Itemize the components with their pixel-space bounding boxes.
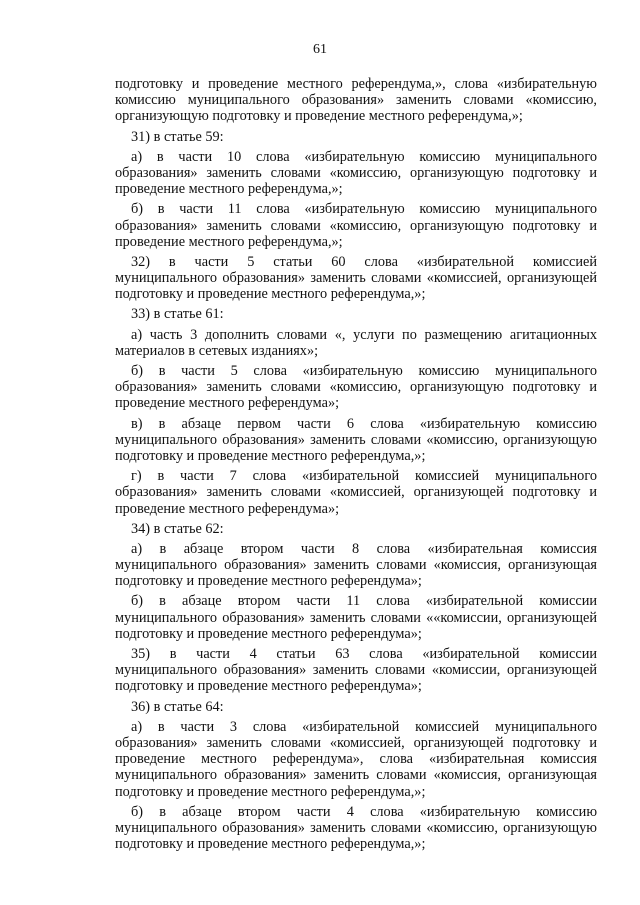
text-line: в) в абзаце первом части 6 слова «избирательную комиссию	[131, 415, 597, 432]
text-line: подготовку и проведение местного референдума»;	[115, 678, 422, 695]
text-line: а) в части 3 слова «избирательной комиссией муниципального	[131, 718, 597, 735]
page-number: 61	[313, 42, 327, 57]
text-line: образования» заменить словами «комиссией, организующей подготовку и	[115, 484, 597, 501]
text-line: а) часть 3 дополнить словами «, услуги по размещению агитационных	[131, 326, 597, 343]
text-line: г) в части 7 слова «избирательной комиссией муниципального	[131, 468, 597, 485]
text-line: подготовку и проведение местного референдума,»;	[115, 836, 426, 853]
text-line: 34) в статье 62:	[131, 520, 224, 537]
text-line: комиссию муниципального образования» заменить словами «комиссию,	[115, 92, 597, 109]
text-line: а) в абзаце втором части 8 слова «избирательная комиссия	[131, 540, 597, 557]
text-line: проведение местного референдума,»;	[115, 181, 343, 198]
text-line: организующую подготовку и проведение местного референдума,»;	[115, 108, 523, 125]
text-line: подготовку и проведение местного референдума,», слова «избирательную	[115, 76, 597, 92]
text-line: муниципального образования» заменить словами «комиссией, организующей	[115, 270, 597, 287]
text-line: муниципального образования» заменить словами «комиссии, организующей	[115, 662, 597, 679]
text-line: образования» заменить словами «комиссию, организующую подготовку и	[115, 379, 597, 396]
text-line: проведение местного референдума»;	[115, 500, 340, 517]
text-line: б) в части 5 слова «избирательную комиссию муниципального	[131, 363, 597, 379]
text-line: подготовку и проведение местного референдума,»;	[115, 447, 426, 464]
text-line: подготовку и проведение местного референдума,»;	[115, 783, 426, 800]
text-line: образования» заменить словами «комиссией, организующей подготовку и	[115, 734, 597, 751]
text-line: муниципального образования» заменить словами «комиссия, организующая	[115, 557, 597, 574]
text-line: образования» заменить словами «комиссию, организующую подготовку и	[115, 164, 597, 181]
text-line: 36) в статье 64:	[131, 698, 224, 715]
text-line: муниципального образования» заменить словами «комиссию, организующую	[115, 819, 597, 836]
text-line: муниципального образования» заменить словами ««комиссии, организующей	[115, 609, 597, 626]
text-line: 33) в статье 61:	[131, 306, 224, 323]
text-line: б) в абзаце втором части 4 слова «избирательную комиссию	[131, 803, 597, 820]
text-line: 35) в части 4 статьи 63 слова «избирательной комиссии	[131, 646, 597, 662]
text-line: 32) в части 5 статьи 60 слова «избирательной комиссией	[131, 253, 597, 270]
text-line: проведение местного референдума», слова «избирательная комиссия	[115, 751, 597, 768]
text-line: подготовку и проведение местного референдума,»;	[115, 286, 426, 303]
text-line: подготовку и проведение местного референдума»;	[115, 625, 422, 642]
text-line: проведение местного референдума,»;	[115, 233, 343, 250]
text-line: образования» заменить словами «комиссию, организующую подготовку и	[115, 217, 597, 234]
text-line: муниципального образования» заменить словами «комиссию, организующую	[115, 431, 597, 448]
document-body	[115, 76, 597, 852]
text-line: проведение местного референдума»;	[115, 395, 340, 412]
text-line: б) в абзаце втором части 11 слова «избирательной комиссии	[131, 593, 597, 610]
text-line: муниципального образования» заменить словами «комиссия, организующая	[115, 767, 597, 784]
text-line: а) в части 10 слова «избирательную комиссию муниципального	[131, 148, 597, 165]
text-line: подготовку и проведение местного референдума»;	[115, 573, 422, 590]
text-line: 31) в статье 59:	[131, 128, 224, 145]
text-line: материалов в сетевых изданиях»;	[115, 342, 319, 359]
text-line: б) в части 11 слова «избирательную комиссию муниципального	[131, 201, 597, 218]
